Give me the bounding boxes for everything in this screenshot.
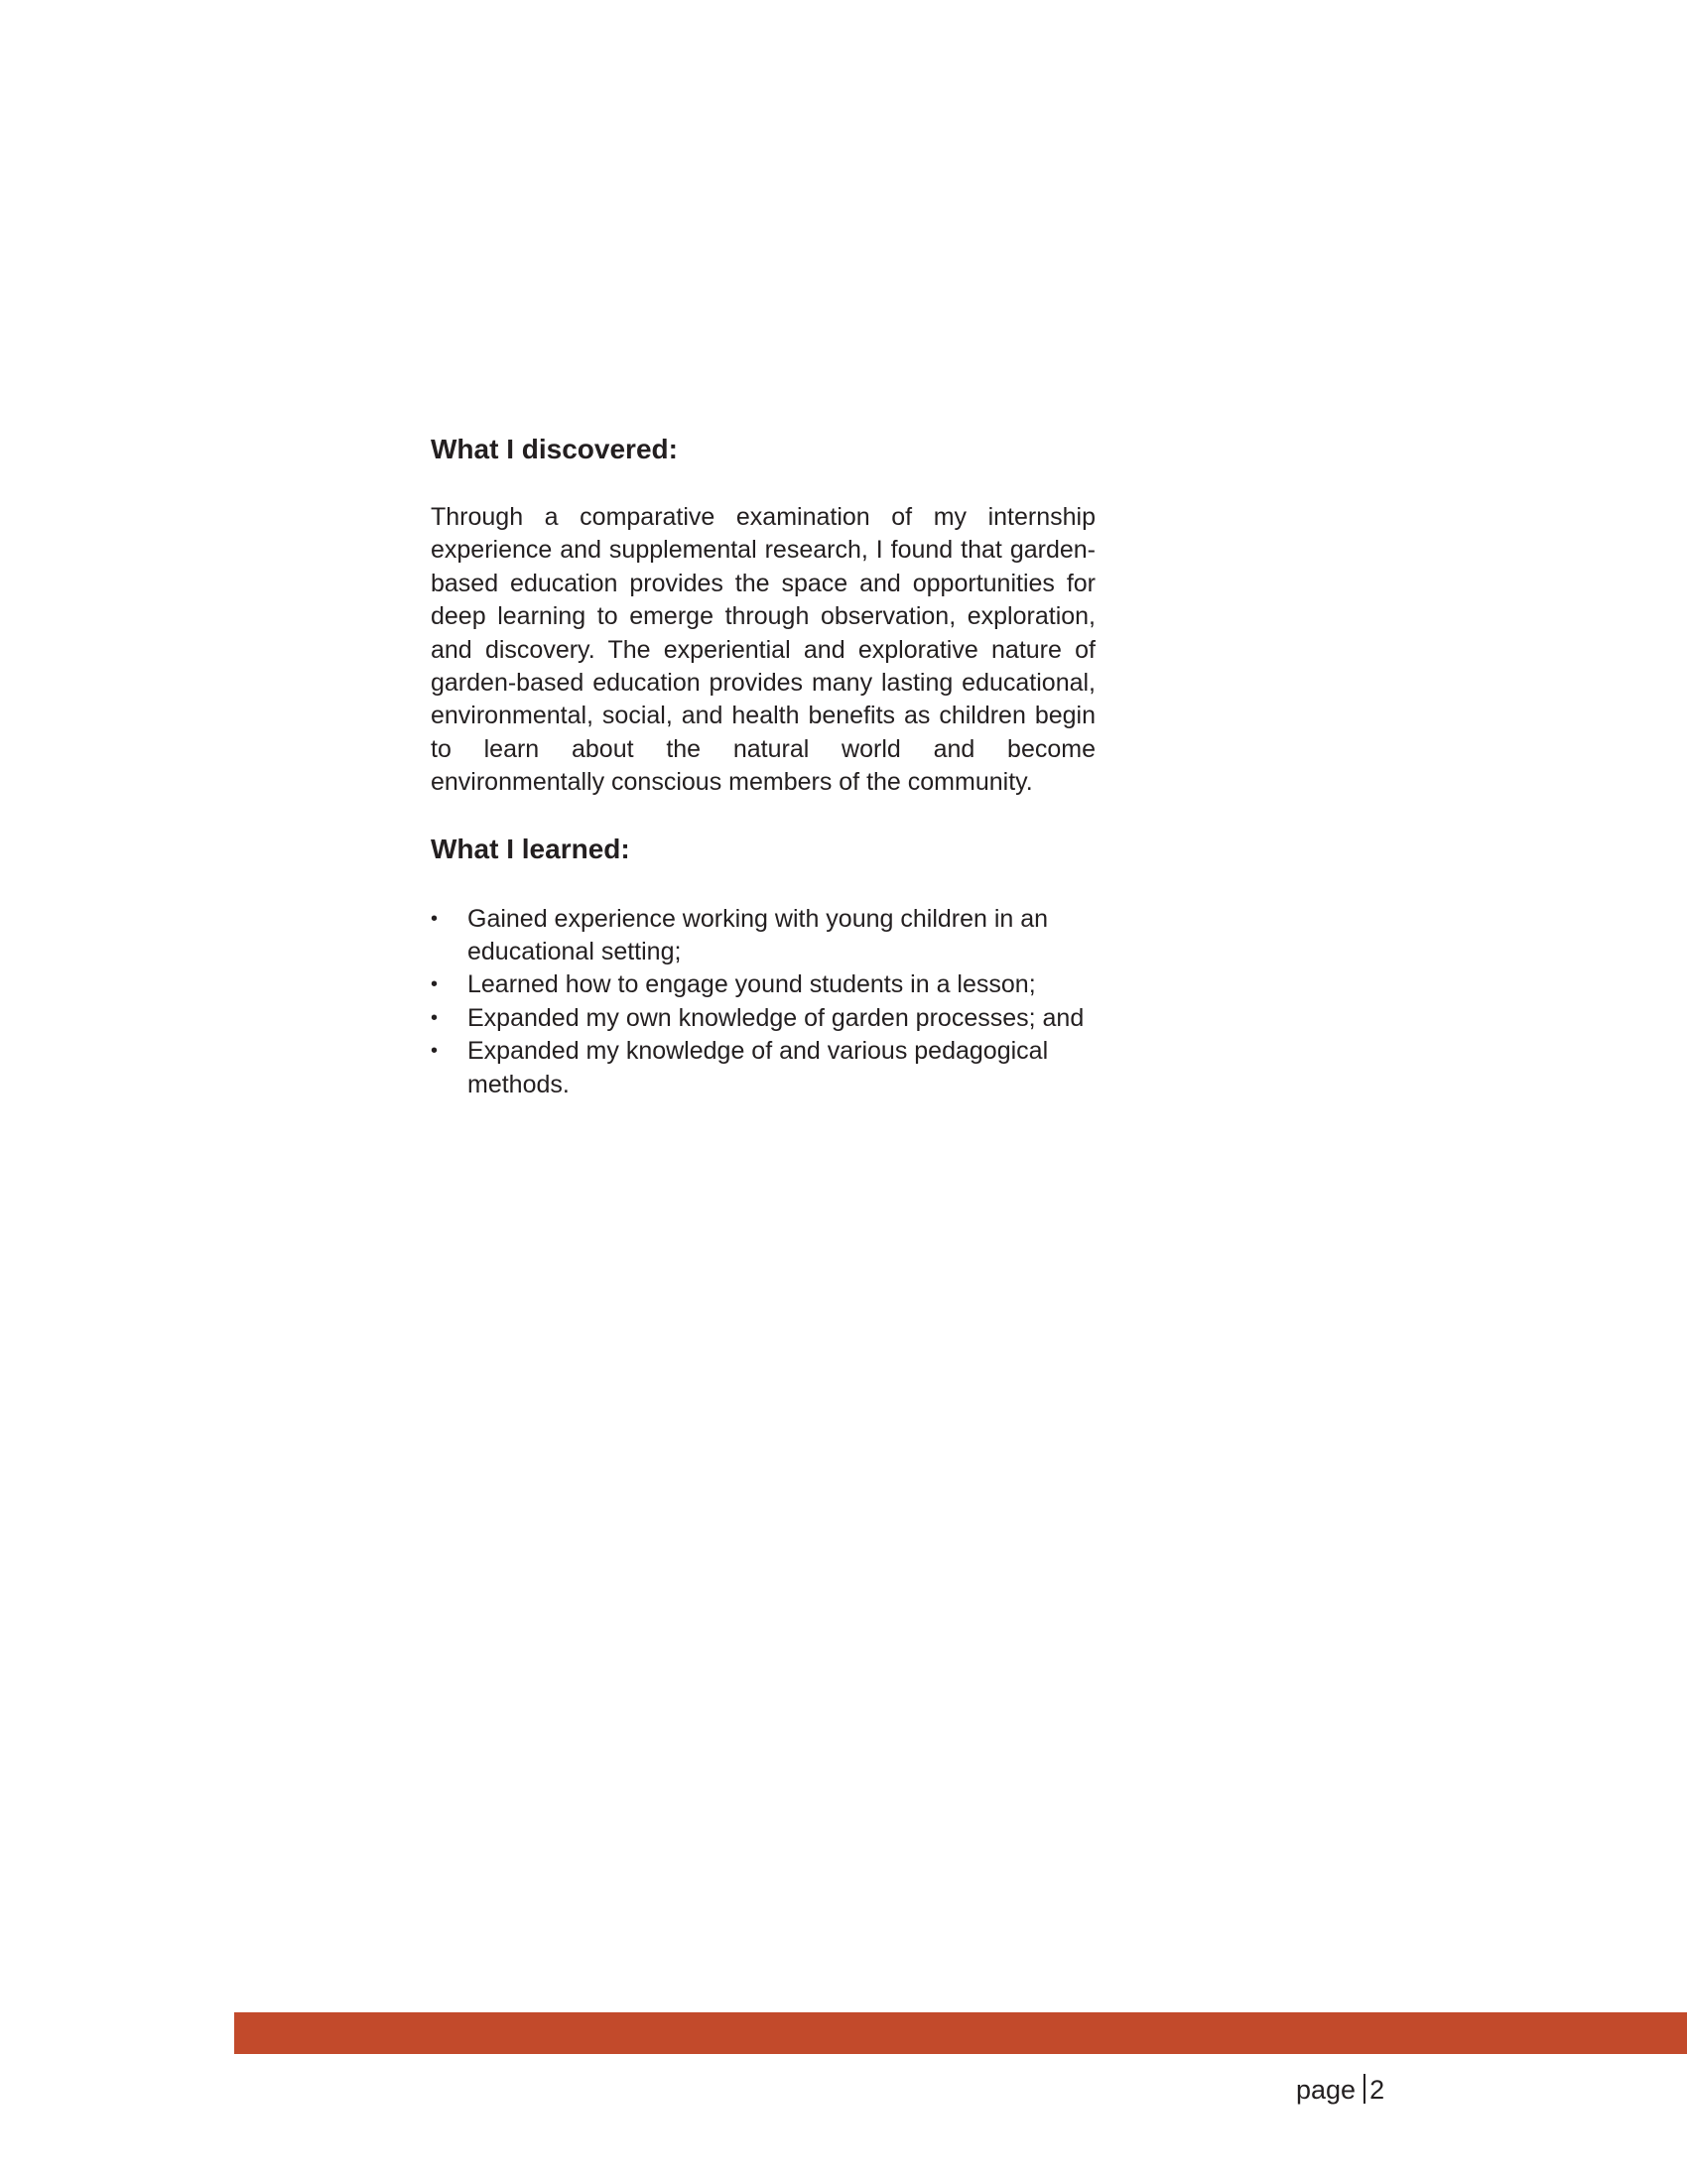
heading-what-i-discovered: What I discovered: <box>431 434 678 464</box>
bullet-icon: • <box>431 973 439 996</box>
list-item <box>431 1035 1086 1101</box>
list-item-text: Expanded my own knowledge of garden processes; and <box>467 1003 1085 1032</box>
bullet-icon: • <box>431 1040 439 1063</box>
bullet-icon: • <box>431 1006 439 1029</box>
page-separator <box>1363 2074 1365 2104</box>
learned-list <box>431 903 1086 1101</box>
list-item-text: Expanded my knowledge of and various pedagogical methods. <box>467 1037 1049 1098</box>
page-label: page <box>1296 2075 1357 2105</box>
list-item <box>431 1002 1086 1035</box>
list-item-text: Gained experience working with young children in an educational setting; <box>467 904 1049 966</box>
bullet-icon: • <box>431 907 439 930</box>
footer-accent-bar <box>234 2012 1687 2054</box>
list-item <box>431 903 1086 969</box>
page-number-value: 2 <box>1369 2075 1385 2105</box>
discovered-paragraph: Through a comparative examination of my internship experience and supplemental research, I found that garden-based education provides the space and opportunities for deep learning to emerge through observation, exploration, and discovery. The experiential and explorative nature of garden-based education provides many lasting educational, environmental, social, and health benefits as children begin to learn about the natural world and become environmentally conscious members of the community. <box>431 503 1096 797</box>
heading-what-i-learned: What I learned: <box>431 833 630 864</box>
list-item <box>431 968 1086 1001</box>
main-content <box>431 433 1096 1101</box>
page-number <box>1296 2072 1384 2108</box>
list-item-text: Learned how to engage yound students in a lesson; <box>467 970 1036 999</box>
